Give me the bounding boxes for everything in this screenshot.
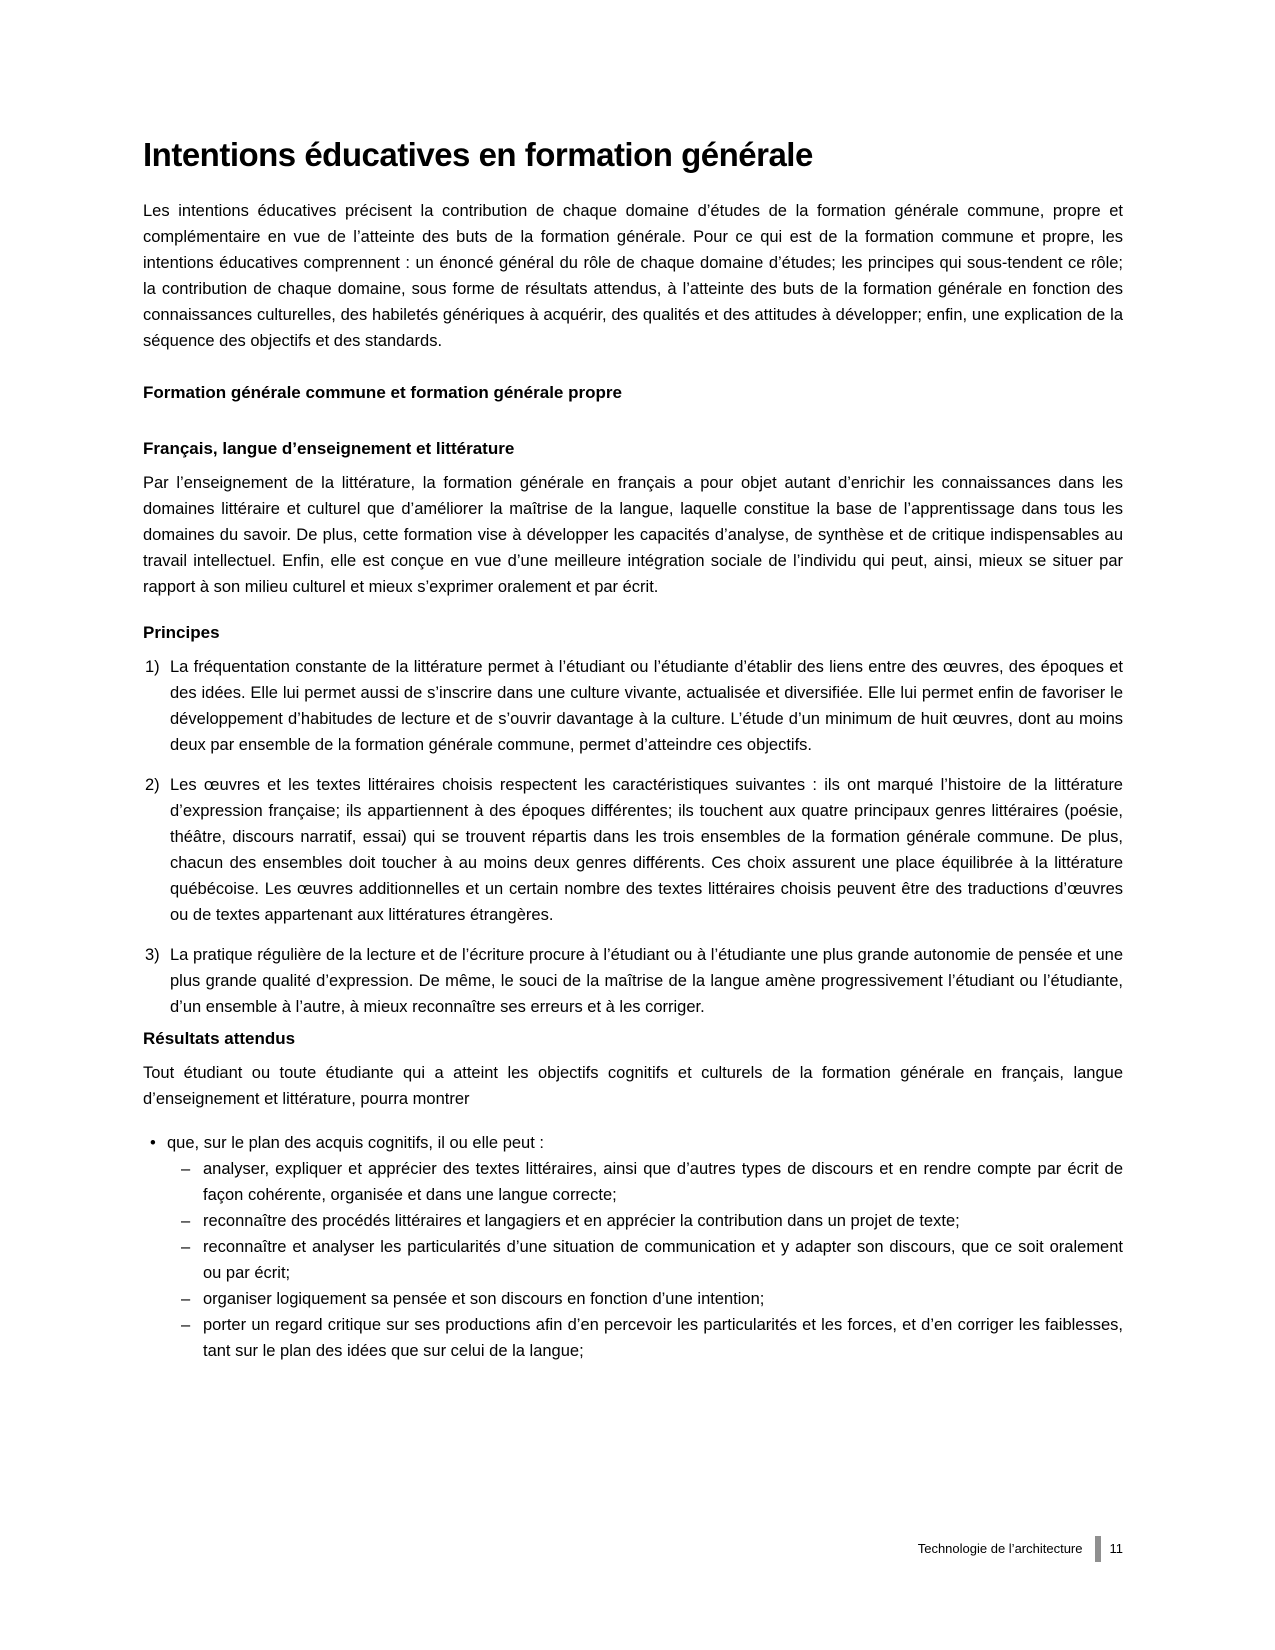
dash-item-text: organiser logiquement sa pensée et son discours en fonction d’une intention;	[203, 1290, 765, 1308]
subsection-paragraph: Par l’enseignement de la littérature, la formation générale en français a pour objet autant d’enrichir les connaissances dans les domaines littéraire et culturel que d’améliorer la maîtrise de la langue, laquelle constitue la base de l’apprentissage dans tous les domaines du savoir. De plus, cette formation vise à développer les capacités d’analyse, de synthèse et de critique indispensables au travail intellectuel. Enfin, elle est conçue en vue d’une meilleure intégration sociale de l’individu qui peut, ainsi, mieux se situer par rapport à son milieu culturel et mieux s’exprimer oralement et par écrit.	[143, 474, 1123, 596]
list-item-number: 2)	[145, 776, 160, 794]
list-item-number: 1)	[145, 658, 160, 676]
resultats-intro: Tout étudiant ou toute étudiante qui a atteint les objectifs cognitifs et culturels de la formation générale en français, langue d’enseignement et littérature, pourra montrer	[143, 1064, 1123, 1108]
list-item	[143, 942, 1123, 1020]
list-item-text: La pratique régulière de la lecture et de l’écriture procure à l’étudiant ou à l’étudiante une plus grande autonomie de pensée et une plus grande qualité d’expression. De même, le souci de la maîtrise de la langue amène progressivement l’étudiant ou l’étudiante, d’un ensemble à l’autre, à mieux reconnaître ses erreurs et à les corriger.	[170, 946, 1123, 1016]
bullet-marker: •	[150, 1134, 156, 1152]
dash-list	[143, 1156, 1123, 1364]
dash-item	[181, 1156, 1123, 1208]
page-content	[143, 0, 1123, 1364]
principes-list	[143, 654, 1123, 1020]
subsection-heading: Français, langue d’enseignement et littérature	[143, 439, 515, 458]
footer-program-title: Technologie de l’architecture	[917, 1541, 1083, 1556]
dash-item-text: reconnaître et analyser les particularités d’une situation de communication et y adapter son discours, que ce soit oralement ou par écrit;	[203, 1238, 1123, 1282]
list-item	[143, 654, 1123, 758]
intro-paragraph: Les intentions éducatives précisent la contribution de chaque domaine d’études de la formation générale commune, propre et complémentaire en vue de l’atteinte des buts de la formation générale. Pour ce qui est de la formation commune et propre, les intentions éducatives comprennent : un énoncé général du rôle de chaque domaine d’études; les principes qui sous-tendent ce rôle; la contribution de chaque domaine, sous forme de résultats attendus, à l’atteinte des buts de la formation générale en fonction des connaissances culturelles, des habiletés génériques à acquérir, des qualités et des attitudes à développer; enfin, une explication de la séquence des objectifs et des standards.	[143, 202, 1123, 350]
list-item	[143, 772, 1123, 928]
dash-marker: –	[181, 1290, 191, 1308]
dash-item	[181, 1312, 1123, 1364]
list-item-text: La fréquentation constante de la littérature permet à l’étudiant ou l’étudiante d’établir des liens entre des œuvres, des époques et des idées. Elle lui permet aussi de s’inscrire dans une culture vivante, actualisée et diversifiée. Elle lui permet enfin de favoriser le développement d’habitudes de lecture et de s’ouvrir davantage à la culture. L’étude d’un minimum de huit œuvres, dont au moins deux par ensemble de la formation générale commune, permet d’atteindre ces objectifs.	[170, 658, 1123, 754]
dash-marker: –	[181, 1160, 191, 1178]
dash-item-text: reconnaître des procédés littéraires et langagiers et en apprécier la contribution dans un projet de texte;	[203, 1212, 960, 1230]
footer-page-number: 11	[1109, 1541, 1123, 1556]
dash-marker: –	[181, 1212, 191, 1230]
list-item-text: Les œuvres et les textes littéraires choisis respectent les caractéristiques suivantes : ils ont marqué l’histoire de la littérature d’expression française; ils appartiennent à des époques différentes; ils touchent aux quatre principaux genres littéraires (poésie, théâtre, discours narratif, essai) qui se trouvent répartis dans les trois ensembles de la formation générale commune. De plus, chacun des ensembles doit toucher à au moins deux genres différents. Ces choix assurent une place équilibrée à la littérature québécoise. Les œuvres additionnelles et un certain nombre des textes littéraires choisis peuvent être des traductions d’œuvres ou de textes appartenant aux littératures étrangères.	[170, 776, 1123, 924]
page-title: Intentions éducatives en formation générale	[143, 136, 813, 173]
bullet-item	[143, 1130, 1123, 1156]
section-heading: Formation générale commune et formation générale propre	[143, 383, 622, 402]
footer-divider-bar	[1095, 1536, 1101, 1562]
dash-item-text: porter un regard critique sur ses productions afin d’en percevoir les particularités et les forces, et d’en corriger les faiblesses, tant sur le plan des idées que sur celui de la langue;	[203, 1316, 1123, 1360]
list-item-number: 3)	[145, 946, 160, 964]
page-footer	[918, 1536, 1123, 1562]
dash-item	[181, 1286, 1123, 1312]
dash-marker: –	[181, 1238, 191, 1256]
resultats-heading: Résultats attendus	[143, 1029, 296, 1048]
dash-item-text: analyser, expliquer et apprécier des textes littéraires, ainsi que d’autres types de discours et en rendre compte par écrit de façon cohérente, organisée et dans une langue correcte;	[203, 1160, 1123, 1204]
principes-heading: Principes	[143, 623, 220, 642]
dash-item	[181, 1234, 1123, 1286]
dash-item	[181, 1208, 1123, 1234]
bullet-text: que, sur le plan des acquis cognitifs, il ou elle peut :	[167, 1134, 544, 1152]
dash-marker: –	[181, 1316, 191, 1334]
